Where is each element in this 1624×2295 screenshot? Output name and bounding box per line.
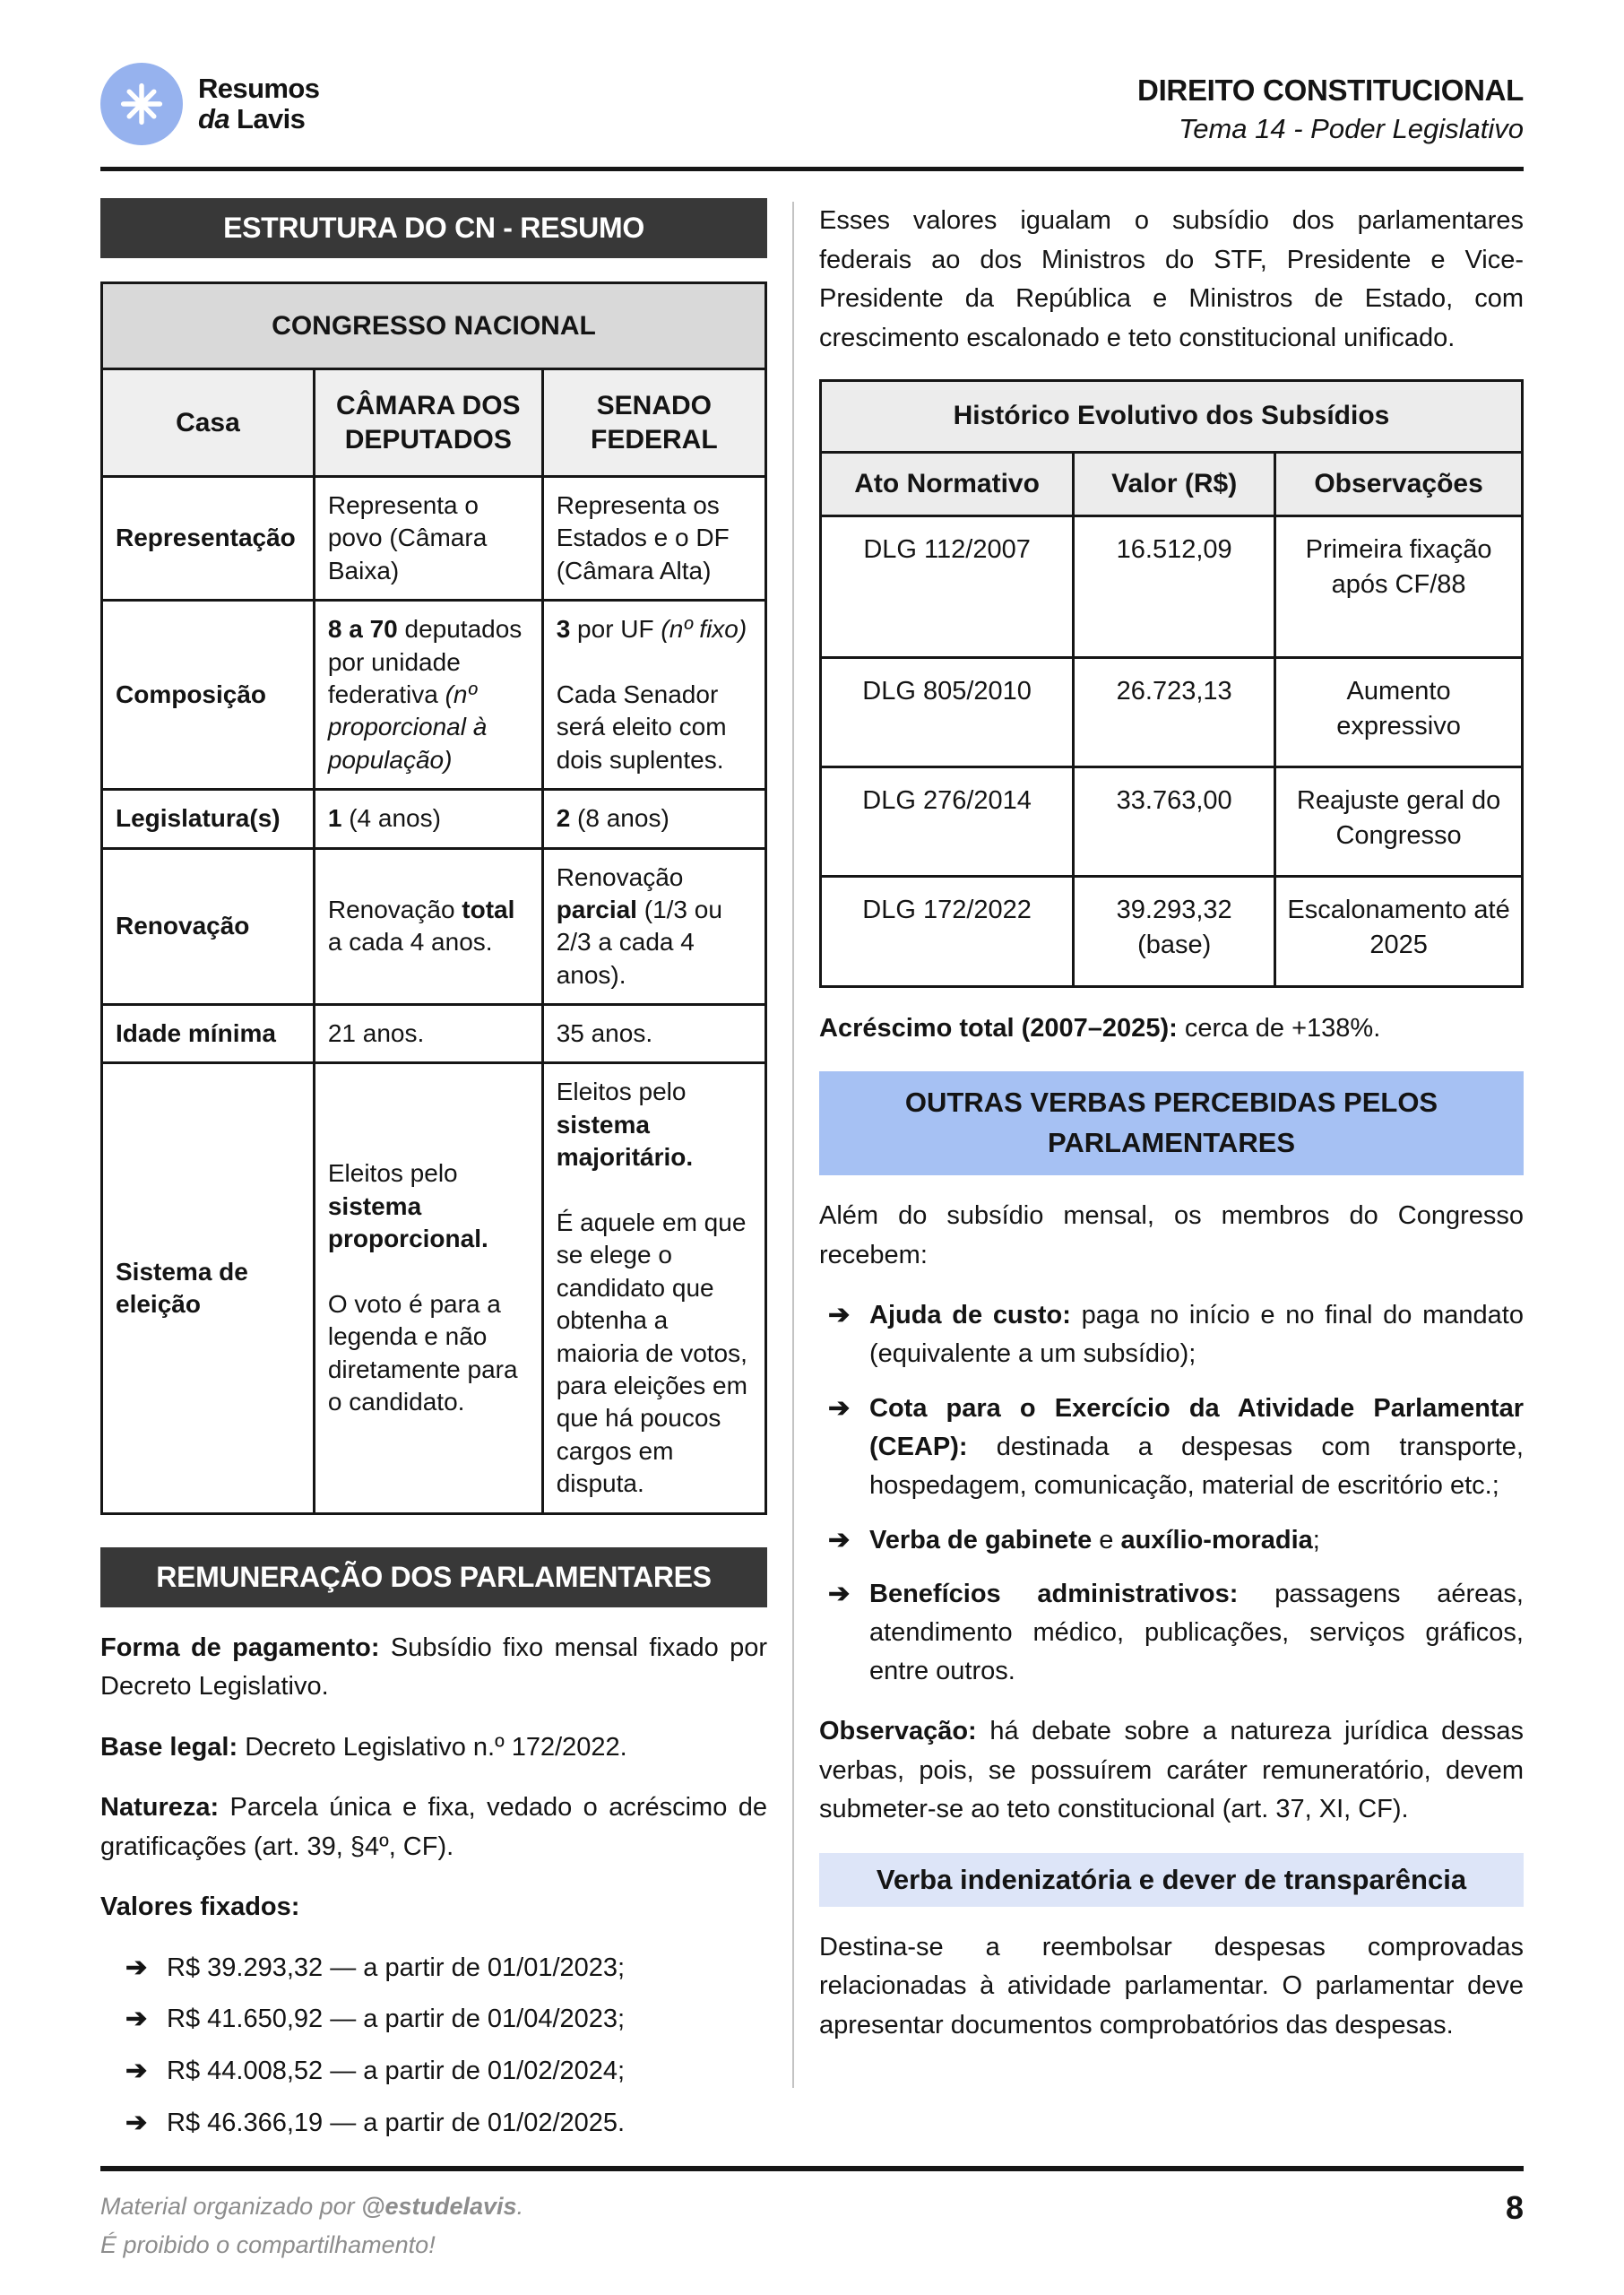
page-footer xyxy=(100,2166,1524,2265)
list-item xyxy=(828,1296,1524,1373)
footer-credits xyxy=(100,2187,523,2265)
list-item-text: R$ 46.366,19 — a partir de 01/02/2025. xyxy=(167,2109,626,2138)
row-label: Renovação xyxy=(102,848,315,1005)
historico-subsidios-table xyxy=(819,379,1524,988)
section-title-estrutura: ESTRUTURA DO CN - RESUMO xyxy=(100,198,767,258)
row-label: Sistema de eleição xyxy=(102,1063,315,1513)
paragraph-valores-fixados: Valores fixados: xyxy=(100,1892,300,1922)
cell-obs: Aumento expressivo xyxy=(1275,657,1523,766)
cell-camara: Representa o povo (Câmara Baixa) xyxy=(314,477,542,601)
cell-obs: Primeira fixação após CF/88 xyxy=(1275,515,1523,657)
table-title: Histórico Evolutivo dos Subsídios xyxy=(821,381,1523,453)
cell-ato: DLG 276/2014 xyxy=(821,767,1074,877)
cell-obs: Reajuste geral do Congresso xyxy=(1275,767,1523,877)
cell-ato: DLG 112/2007 xyxy=(821,515,1074,657)
arrow-bullet-icon: ➔ xyxy=(125,1953,148,1982)
cell-senado: 2 (8 anos) xyxy=(542,790,765,848)
list-item xyxy=(125,2000,767,2039)
list-item-text: R$ 41.650,92 — a partir de 01/04/2023; xyxy=(167,2005,626,2034)
row-label: Idade mínima xyxy=(102,1005,315,1063)
brand xyxy=(100,63,319,145)
arrow-bullet-icon: ➔ xyxy=(828,1525,851,1555)
brand-logo xyxy=(100,63,183,145)
cell-camara: 1 (4 anos) xyxy=(314,790,542,848)
table-header-row xyxy=(821,452,1523,515)
paragraph-alem-subsidio: Além do subsídio mensal, os membros do Congresso recebem: xyxy=(819,1201,1524,1269)
table-row xyxy=(102,1063,766,1513)
cell-senado: Eleitos pelo sistema majoritário. É aquele em que se elege o candidato que obtenha a maioria de votos, para eleições em que há poucos cargos em disputa. xyxy=(542,1063,765,1513)
table-row xyxy=(821,657,1523,766)
arrow-bullet-icon: ➔ xyxy=(125,2109,148,2138)
paragraph-observacao: Observação: há debate sobre a natureza jurídica dessas verbas, pois, se possuírem caráter remuneratório, devem submeter-se ao teto constitucional (art. 37, XI, CF). xyxy=(819,1717,1524,1824)
list-item-text: Benefícios administrativos: passagens aéreas, atendimento médico, publicações, serviços gráficos, entre outros. xyxy=(869,1580,1524,1686)
page-number: 8 xyxy=(1505,2188,1524,2226)
congresso-nacional-table xyxy=(100,281,767,1515)
column-header-ato: Ato Normativo xyxy=(821,452,1074,515)
cell-valor: 39.293,32 (base) xyxy=(1074,877,1275,986)
cell-camara: Renovação total a cada 4 anos. xyxy=(314,848,542,1005)
valores-list xyxy=(100,1949,767,2142)
page-header xyxy=(100,63,1524,171)
subject-title: DIREITO CONSTITUCIONAL xyxy=(1137,74,1524,107)
left-column xyxy=(100,198,767,2142)
column-header-camara: CÂMARA DOS DEPUTADOS xyxy=(314,369,542,477)
list-item xyxy=(828,1390,1524,1505)
table-row xyxy=(821,877,1523,986)
list-item-text: R$ 44.008,52 — a partir de 01/02/2024; xyxy=(167,2057,626,2086)
table-row xyxy=(102,848,766,1005)
table-row xyxy=(102,1005,766,1063)
list-item xyxy=(125,2104,767,2142)
list-item xyxy=(828,1575,1524,1691)
asterisk-icon xyxy=(115,77,168,131)
table-title-row xyxy=(821,381,1523,453)
row-label: Representação xyxy=(102,477,315,601)
section-title-remuneracao: REMUNERAÇÃO DOS PARLAMENTARES xyxy=(100,1547,767,1607)
cell-ato: DLG 805/2010 xyxy=(821,657,1074,766)
list-item xyxy=(828,1521,1524,1560)
column-header-valor: Valor (R$) xyxy=(1074,452,1275,515)
arrow-bullet-icon: ➔ xyxy=(828,1580,851,1609)
table-title: CONGRESSO NACIONAL xyxy=(102,283,766,369)
column-header-obs: Observações xyxy=(1275,452,1523,515)
verbas-list xyxy=(819,1296,1524,1691)
paragraph-closing: Destina-se a reembolsar despesas comprovadas relacionadas à atividade parlamentar. O parlamentar deve apresentar documentos comprobatórios das despesas. xyxy=(819,1932,1524,2040)
header-title-block xyxy=(1137,63,1524,145)
cell-valor: 16.512,09 xyxy=(1074,515,1275,657)
paragraph-natureza: Natureza: Parcela única e fixa, vedado o acréscimo de gratificações (art. 39, §4º, CF). xyxy=(100,1793,767,1861)
column-divider xyxy=(792,202,794,2088)
table-row xyxy=(102,477,766,601)
table-row xyxy=(102,601,766,790)
footer-line1: Material organizado por @estudelavis. xyxy=(100,2192,524,2220)
right-column xyxy=(819,198,1524,2142)
table-title-row xyxy=(102,283,766,369)
cell-senado: Renovação parcial (1/3 ou 2/3 a cada 4 anos). xyxy=(542,848,765,1005)
cell-senado: Representa os Estados e o DF (Câmara Alta) xyxy=(542,477,765,601)
paragraph-base-legal: Base legal: Decreto Legislativo n.º 172/2022. xyxy=(100,1732,627,1762)
cell-camara: Eleitos pelo sistema proporcional. O voto é para a legenda e não diretamente para o candidato. xyxy=(314,1063,542,1513)
section-title-outras-verbas: OUTRAS VERBAS PERCEBIDAS PELOS PARLAMENTARES xyxy=(819,1071,1524,1175)
paragraph-forma-pagamento: Forma de pagamento: Subsídio fixo mensal fixado por Decreto Legislativo. xyxy=(100,1632,767,1702)
section-title-verba-indenizatoria: Verba indenizatória e dever de transparência xyxy=(819,1853,1524,1907)
cell-senado: 3 por UF (nº fixo) Cada Senador será eleito com dois suplentes. xyxy=(542,601,765,790)
column-header-senado: SENADO FEDERAL xyxy=(542,369,765,477)
row-label: Legislatura(s) xyxy=(102,790,315,848)
column-header-casa: Casa xyxy=(102,369,315,477)
list-item-text: R$ 39.293,32 — a partir de 01/01/2023; xyxy=(167,1953,626,1982)
table-header-row xyxy=(102,369,766,477)
table-row xyxy=(821,767,1523,877)
cell-ato: DLG 172/2022 xyxy=(821,877,1074,986)
paragraph-acrescimo: Acréscimo total (2007–2025): cerca de +138%. xyxy=(819,1013,1381,1043)
brand-name-bottom: da Lavis xyxy=(198,103,306,134)
cell-camara: 21 anos. xyxy=(314,1005,542,1063)
row-label: Composição xyxy=(102,601,315,790)
table-row xyxy=(102,790,766,848)
footer-line2: É proibido o compartilhamento! xyxy=(100,2230,436,2258)
list-item-text: Verba de gabinete e auxílio-moradia; xyxy=(869,1525,1320,1555)
brand-name-top: Resumos xyxy=(198,72,320,104)
list-item-text: Cota para o Exercício da Atividade Parlamentar (CEAP): destinada a despesas com transporte, hospedagem, comunicação, material de escritório etc.; xyxy=(869,1393,1524,1500)
cell-camara: 8 a 70 deputados por unidade federativa (nº proporcional à população) xyxy=(314,601,542,790)
arrow-bullet-icon: ➔ xyxy=(125,2057,148,2086)
brand-name xyxy=(198,74,319,134)
arrow-bullet-icon: ➔ xyxy=(828,1393,851,1423)
cell-valor: 26.723,13 xyxy=(1074,657,1275,766)
list-item xyxy=(125,1949,767,1988)
arrow-bullet-icon: ➔ xyxy=(828,1301,851,1329)
arrow-bullet-icon: ➔ xyxy=(125,2005,148,2034)
paragraph-intro: Esses valores igualam o subsídio dos parlamentares federais ao dos Ministros do STF, Presidente e Vice-Presidente da República e Ministros de Estado, com crescimento escalonado e teto constitucional unificado. xyxy=(819,206,1524,352)
cell-senado: 35 anos. xyxy=(542,1005,765,1063)
list-item-text: Ajuda de custo: paga no início e no final do mandato (equivalente a um subsídio); xyxy=(869,1301,1524,1368)
cell-valor: 33.763,00 xyxy=(1074,767,1275,877)
table-row xyxy=(821,515,1523,657)
cell-obs: Escalonamento até 2025 xyxy=(1275,877,1523,986)
list-item xyxy=(125,2052,767,2091)
theme-subtitle: Tema 14 - Poder Legislativo xyxy=(1179,113,1524,144)
main-content xyxy=(100,198,1524,2142)
